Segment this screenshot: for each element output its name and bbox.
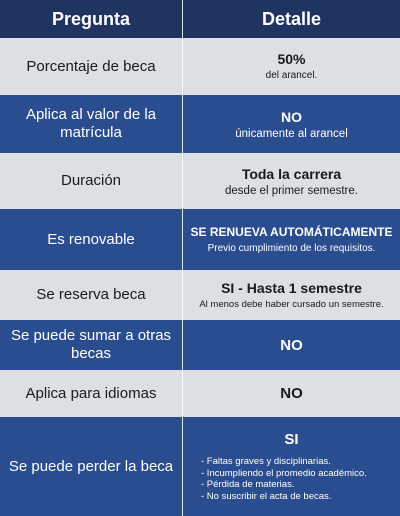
question-cell	[0, 270, 182, 320]
question-cell	[0, 209, 182, 270]
detail-cell	[182, 209, 400, 270]
question-cell	[0, 95, 182, 153]
detail-main: SI	[284, 431, 299, 448]
list-item: - Faltas graves y disciplinarias.	[201, 456, 331, 467]
question-text: Duración	[60, 172, 122, 189]
detail-cell	[182, 417, 400, 516]
table-row	[0, 209, 400, 270]
detail-cell	[182, 153, 400, 209]
question-text: Es renovable	[47, 230, 135, 248]
detail-sub: únicamente al arancel	[235, 127, 348, 140]
detail-sub: desde el primer semestre.	[225, 184, 358, 197]
detail-cell	[182, 270, 400, 320]
question-text: Se puede sumar a otras becas	[10, 327, 172, 362]
detail-main: 50%	[277, 51, 306, 67]
detail-main: Toda la carrera	[241, 165, 342, 182]
question-text: Porcentaje de beca	[26, 57, 156, 75]
detail-main: SE RENUEVA AUTOMÁTICAMENTE	[190, 225, 393, 239]
detail-main: SI - Hasta 1 semestre	[221, 279, 362, 296]
reasons-list	[183, 456, 367, 502]
question-text: Se puede perder la beca	[8, 457, 174, 475]
question-cell	[0, 417, 182, 516]
detail-cell	[182, 370, 400, 417]
table-row	[0, 370, 400, 417]
table-row	[0, 320, 400, 370]
header-pregunta: Pregunta	[51, 8, 130, 29]
list-item: - No suscribir el acta de becas.	[201, 490, 332, 502]
table-header	[0, 0, 400, 38]
table-row	[0, 38, 400, 95]
detail-main: NO	[280, 385, 303, 402]
question-cell	[0, 370, 182, 417]
detail-main: NO	[281, 108, 302, 125]
detail-sub: del arancel.	[265, 70, 318, 81]
table-row	[0, 153, 400, 209]
table-row	[0, 417, 400, 516]
list-item: - Incumpliendo el promedio académico.	[201, 467, 367, 479]
table-row	[0, 95, 400, 153]
table-row	[0, 270, 400, 320]
detail-main: NO	[280, 336, 303, 354]
detail-cell	[182, 95, 400, 153]
question-text: Aplica al valor de la matrícula	[25, 106, 157, 141]
question-cell	[0, 320, 182, 370]
detail-sub: Al menos debe haber cursado un semestre.	[199, 298, 384, 310]
detail-cell	[182, 320, 400, 370]
detail-cell	[182, 38, 400, 95]
header-detalle: Detalle	[182, 0, 400, 38]
question-text: Aplica para idiomas	[25, 384, 157, 402]
question-text: Se reserva beca	[36, 286, 146, 303]
question-cell	[0, 153, 182, 209]
list-item: - Pérdida de materias.	[201, 479, 295, 490]
question-cell	[0, 38, 182, 95]
detail-sub: Previo cumplimiento de los requisitos.	[207, 243, 376, 254]
